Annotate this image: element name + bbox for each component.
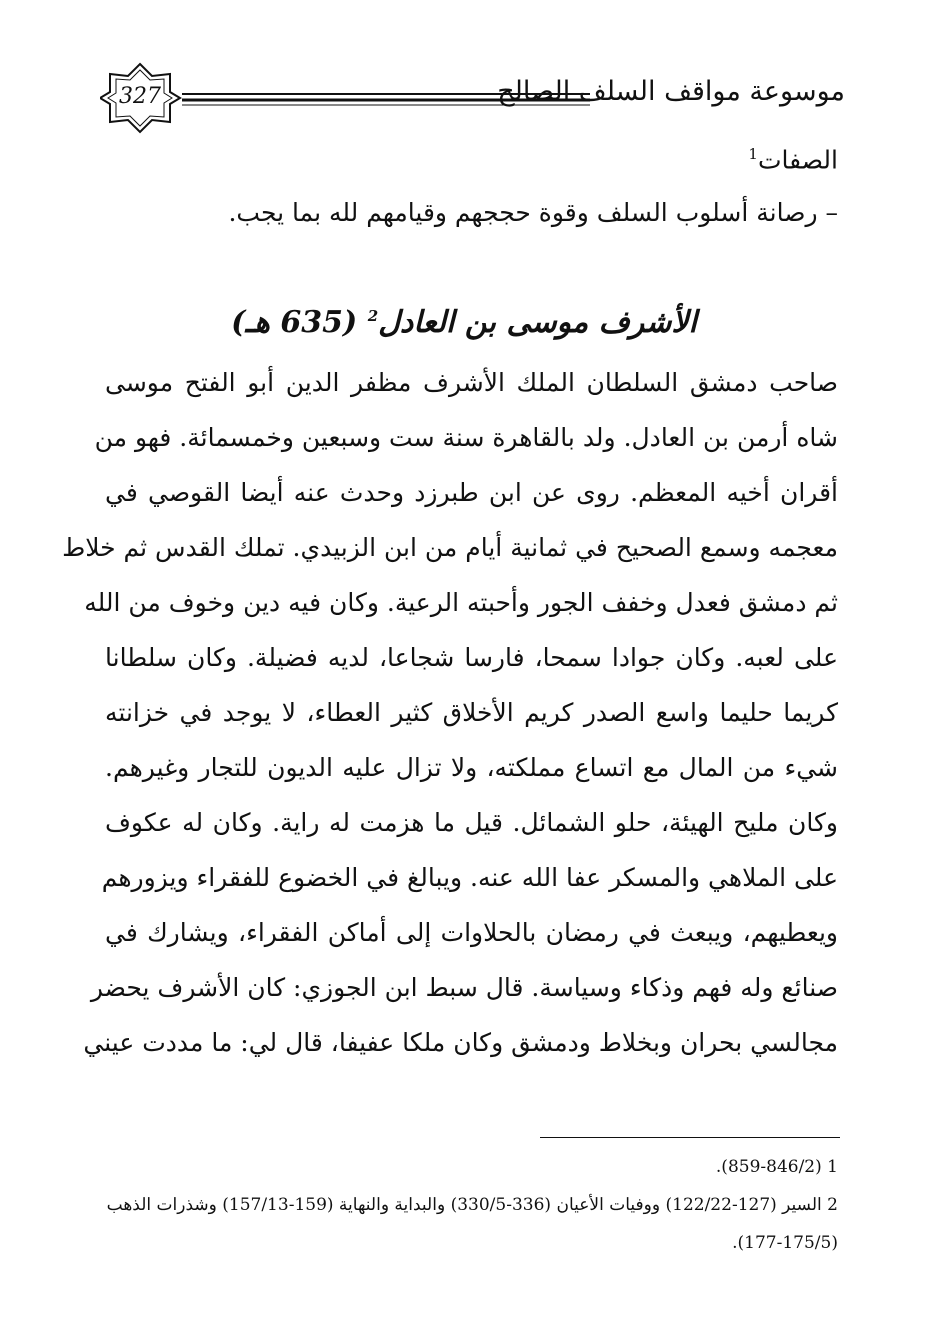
heading-year: (635 هـ) — [231, 305, 358, 340]
body-line: ويعطيهم، ويبعث في رمضان بالحلاوات إلى أماكن الفقراء، ويشارك في — [105, 918, 838, 947]
heading-title: الأشرف موسى بن العادل — [378, 305, 697, 340]
intro-line-1 — [748, 145, 838, 174]
page-number: 327 — [119, 84, 161, 109]
body-line: معجمه وسمع الصحيح في ثمانية أيام من ابن الزبيدي. تملك القدس ثم خلاط — [62, 533, 838, 562]
body-line: صنائع وله فهم وذكاء وسياسة. قال سبط ابن الجوزي: كان الأشرف يحضر — [90, 973, 838, 1002]
footnote-separator — [540, 1137, 840, 1138]
body-line: مجالسي بحران وبخلاط ودمشق وكان ملكا عفيفا، قال لي: ما مددت عيني — [83, 1028, 838, 1057]
body-line: أقران أخيه المعظم. روى عن ابن طبرزد وحدث عنه أيضا القوصي في — [105, 478, 838, 507]
body-line: وكان مليح الهيئة، حلو الشمائل. قيل ما هزمت له راية. وكان له عكوف — [105, 808, 838, 837]
footnote-1: 1 (859-846/2). — [715, 1157, 838, 1177]
intro-text: الصفات — [757, 145, 838, 175]
body-line: على الملاهي والمسكر عفا الله عنه. ويبالغ في الخضوع للفقراء ويزورهم — [101, 863, 838, 892]
footnote-ref-2: 2 — [367, 307, 379, 325]
section-heading — [0, 305, 928, 340]
body-line: شاه أرمن بن العادل. ولد بالقاهرة سنة ست وسبعين وخمسمائة. فهو من — [94, 423, 838, 452]
page-header — [100, 62, 845, 134]
series-title: موسوعة مواقف السلف الصالح — [497, 76, 845, 107]
body-line: على لعبه. وكان جوادا سمحا، فارسا شجاعا، لديه فضيلة. وكان سلطانا — [105, 643, 838, 672]
body-line: كريما حليما واسع الصدر كريم الأخلاق كثير العطاء، لا يوجد في خزانته — [105, 698, 838, 727]
body-line: شيء من المال مع اتساع مملكته، ولا تزال عليه الديون للتجار وغيرهم. — [105, 753, 838, 782]
intro-line-2: – رصانة أسلوب السلف وقوة حججهم وقيامهم لله بما يجب. — [228, 198, 838, 227]
body-line: صاحب دمشق السلطان الملك الأشرف مظفر الدين أبو الفتح موسى — [105, 368, 838, 397]
footnote-2: 2 السير (127-122/22) ووفيات الأعيان (336-330/5) والبداية والنهاية (159-157/13) وشذرات الذهب — [106, 1195, 838, 1215]
footnote-2-continued: (177-175/5). — [732, 1233, 838, 1253]
footnote-ref-1: 1 — [748, 145, 758, 163]
body-line: ثم دمشق فعدل وخفف الجور وأحبته الرعية. وكان فيه دين وخوف من الله — [84, 588, 838, 617]
